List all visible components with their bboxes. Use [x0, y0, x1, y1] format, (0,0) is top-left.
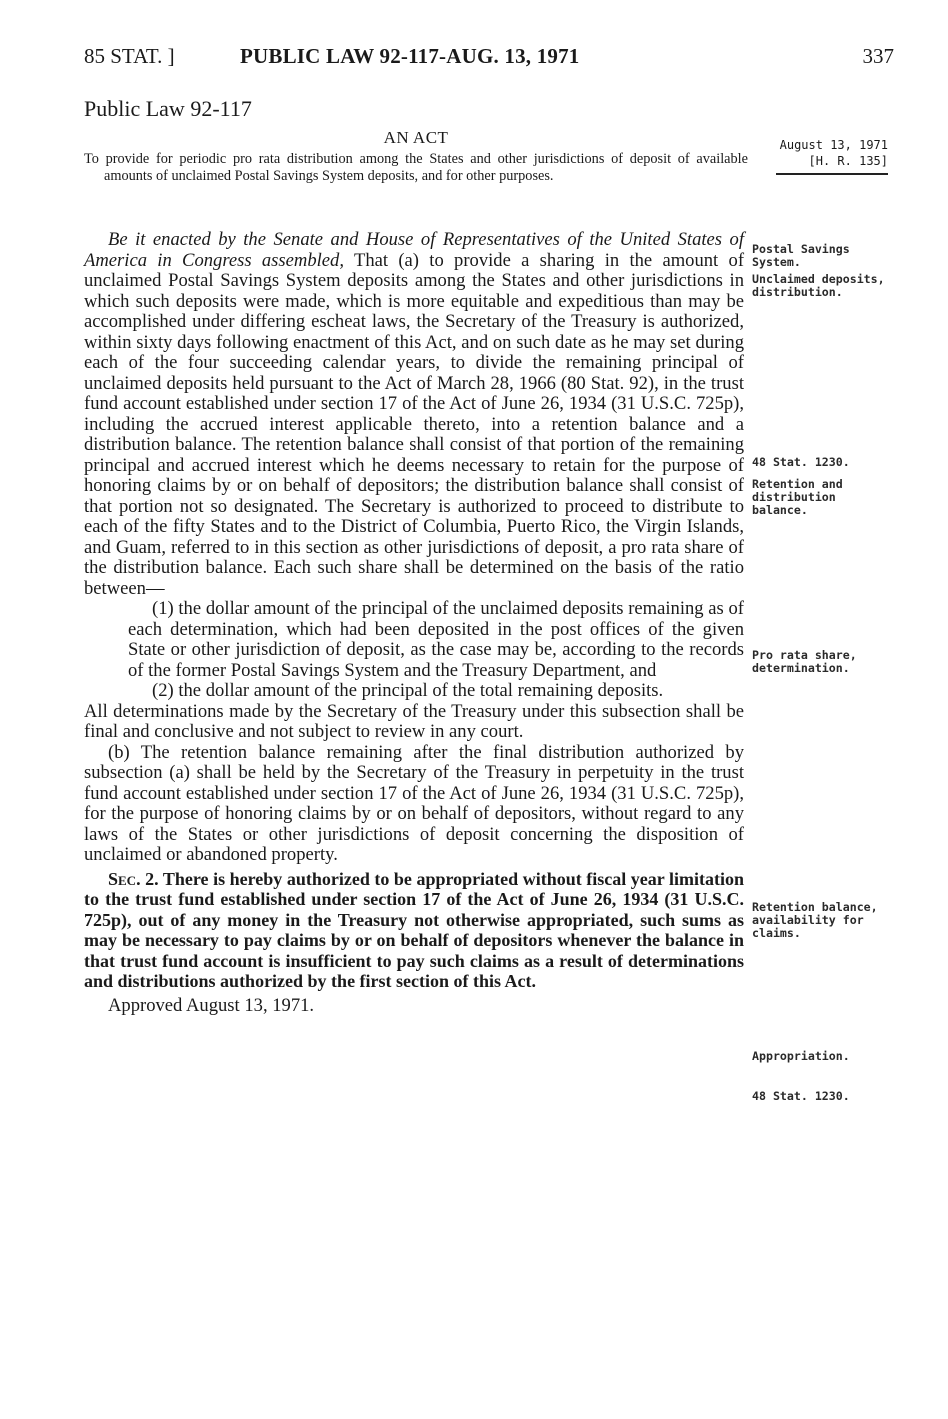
margin-note-48-stat-1230-b: 48 Stat. 1230.: [752, 1089, 850, 1103]
header-title: PUBLIC LAW 92-117-AUG. 13, 1971: [240, 44, 580, 68]
bill-number: [H. R. 135]: [808, 154, 888, 168]
paragraph-b: (b) The retention balance remaining after the final distribution authorized by subsection (a) shall be held by the Secretary of the Treasury in perpetuity in the trust fund account established under section 17 of the Act of June 26, 1934 (31 U.S.C. 725p), for the purpose of honoring claims by or on behalf of depositors, without regard to any laws of the States or other jurisdictions of deposit concerning the disposition of unclaimed or abandoned property.: [84, 741, 744, 865]
margin-note-retention-distribution: Retention and distribution balance.: [752, 477, 843, 517]
margin-note-48-stat-1230-a: 48 Stat. 1230.: [752, 455, 850, 469]
act-purpose: [84, 151, 748, 185]
stat-reference: 85 STAT. ]: [84, 44, 175, 68]
section-2-label: Sec. 2.: [108, 868, 159, 889]
running-header: [84, 44, 894, 74]
date-rule: [776, 173, 888, 175]
margin-note-postal-savings: Postal Savings System.: [752, 242, 850, 269]
act-body: [84, 230, 744, 1016]
purpose-text: To provide for periodic pro rata distribution among the States and other jurisdictions of deposit of available amounts of unclaimed Postal Savings System deposits, and for other purposes.: [84, 151, 748, 184]
margin-note-pro-rata: Pro rata share, determination.: [752, 648, 857, 675]
list-item-2: (2) the dollar amount of the principal of the total remaining deposits.: [152, 680, 664, 701]
public-law-label: Public Law 92-117: [84, 96, 252, 121]
paragraph-a-continuation: All determinations made by the Secretary of the Treasury under this subsection shall be final and conclusive and not subject to review in any court.: [84, 700, 744, 742]
enactment-date: August 13, 1971: [779, 138, 888, 152]
section-1-paragraph-a: [84, 230, 744, 599]
enactment-date-box: [748, 137, 888, 175]
approval-line: Approved August 13, 1971.: [108, 994, 315, 1016]
margin-note-retention-claims: Retention balance, availability for claims.: [752, 900, 878, 940]
page-number: 337: [862, 44, 894, 68]
section-2-text: There is hereby authorized to be appropriated without fiscal year limitation to the trust fund established under section 17 of the Act of June 26, 1934 (31 U.S.C. 725p), out of any money in the Treasury not otherwise appropriated, such sums as may be necessary to pay claims by or on behalf of depositors whenever the balance in that trust fund account is insufficient to pay such claims as a result of determinations and distributions authorized by the first section of this Act.: [84, 868, 744, 991]
margin-note-appropriation: Appropriation.: [752, 1049, 850, 1063]
margin-note-unclaimed: Unclaimed deposits, distribution.: [752, 272, 885, 299]
list-item-1: (1) the dollar amount of the principal of the unclaimed deposits remaining as of each determination, which had been deposited in the post offices of the given State or other jurisdiction of deposit, as the case may be, according to the records of the former Postal Savings System and the Treasury Department, and: [128, 598, 744, 681]
enacting-clause: Be it enacted by the Senate and House of Representatives of the United States of America in Congress assembled,: [84, 229, 744, 271]
paragraph-a-text: That (a) to provide a sharing in the amount of unclaimed Postal Savings System deposits among the States and other jurisdictions in which such deposits were made, which is more equitable and expeditious than may be accomplished under differing escheat laws, the Secretary of the Treasury is authorized, within sixty days following enactment of this Act, and on such date as he may set during each of the four succeeding calendar years, to divide the remaining principal of unclaimed deposits held pursuant to the Act of March 28, 1966 (80 Stat. 92), in the trust fund account established under section 17 of the Act of June 26, 1934 (31 U.S.C. 725p), including the accrued interest applicable thereto, into a retention balance and a distribution balance. The retention balance shall consist of that portion of the remaining principal and accrued interest which he deems necessary to retain for the purpose of honoring claims by or on behalf of depositors; the distribution balance shall consist of that portion not so designated. The Secretary is authorized to proceed to distribute to each of the fifty States and to the District of Columbia, Puerto Rico, the Virgin Islands, and Guam, referred to in this section as other jurisdictions of deposit, a pro rata share of the distribution balance. Each such share shall be determined on the basis of the ratio between—: [84, 249, 745, 599]
act-heading: AN ACT: [383, 128, 449, 147]
section-2: [84, 869, 744, 992]
